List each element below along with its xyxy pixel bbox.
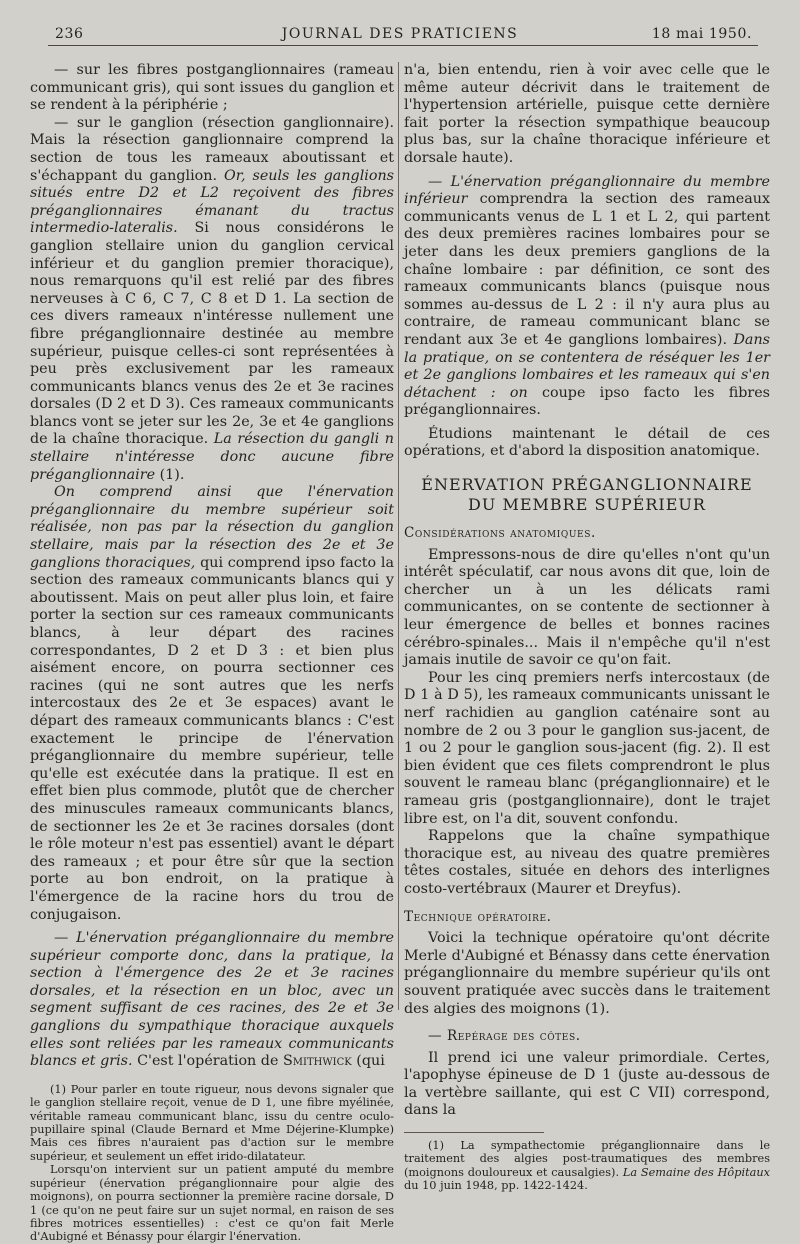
subsection-heading: Technique opératoire. (404, 908, 552, 925)
column-divider (398, 62, 399, 1010)
paragraph: n'a, bien entendu, rien à voir avec celle que le même auteur décrivit dans le traitement de l'hypertension artérielle, puisque cette dernière fait porter la résection sympathique beaucoup plus bas, sur la chaîne thoracique inférieure et dorsale haute). (404, 62, 770, 166)
header-rule (48, 45, 758, 46)
paragraph: Rappelons que la chaîne sympathique thoracique est, au niveau des quatre premières têtes costales, située en dehors des interlignes costo-vertébraux (Maurer et Dreyfus). (404, 828, 770, 897)
paragraph: — sur les fibres postganglionnaires (rameau communicant gris), qui sont issues du ganglion et se rendent à la périphérie ; (30, 62, 394, 114)
footnote-rule (404, 1132, 544, 1133)
paragraph: On comprend ainsi que l'énervation préganglionnaire du membre supérieur soit réalisée, non pas par la résection du ganglion stellaire, mais par la résection des 2e et 3e ganglions thoraciques, qui comprend ipso facto la section des rameaux communicants blancs qui y aboutissent. Mais on peut aller plus loin, et faire porter la section sur ces rameaux communicants blancs, à leur départ des racines correspondantes, D 2 et D 3 : et bien plus aisément encore, on pourra sectionner ces racines (qui ne sont autres que les nerfs intercostaux des 2e et 3e espaces) avant le départ des rameaux communicants blancs : C'est exactement le principe de l'énervation préganglionnaire du membre supérieur, telle qu'elle est exécutée dans la pratique. Il est en effet bien plus commode, plutôt que de chercher des minuscules rameaux communicants blancs, de sectionner les 2e et 3e racines dorsales (dont le rôle moteur n'est pas essentiel) avant le départ des rameaux ; et pour être sûr que la section porte au bon endroit, on la pratique à l'émergence de la racine hors du trou de conjugaison. (30, 484, 395, 923)
footnote: (1) La sympathectomie préganglionnaire dans le traitement des algies post-traumatiques des membres (moignons douloureux et causalgies). La Semaine des Hôpitaux du 10 juin 1948, pp. 1422-1424. (404, 1139, 770, 1193)
paragraph: Empressons-nous de dire qu'elles n'ont qu'un intérêt spéculatif, car nous avons dit que, loin de chercher un à un les délicats rami communicantes, on se contente de sectionner à leur émergence de belles et bonnes racines cérébro-spinales... Mais il n'empêche qu'il n'est jamais inutile de savoir ce qu'on fait. (404, 546, 770, 669)
paragraph: Voici la technique opératoire qu'ont décrite Merle d'Aubigné et Bénassy dans cette énervation préganglionnaire du membre supérieur qu'ils ont souvent pratiquée avec succès dans le traitement des algies des moignons (1). (404, 930, 770, 1017)
footnote: (1) Pour parler en toute rigueur, nous devons signaler que le ganglion stellaire reçoit, venue de D 1, une fibre myélinée, véritable rameau communicant blanc, issu du centre oculo-pupillaire spinal (Claude Bernard et Mme Déjerine-Klumpke) Mais ces fibres n'auraient pas d'action sur le membre supérieur, et seulement un effet irido-dilatateur. Lorsqu'on intervient sur un patient amputé du membre supérieur (énervation préganglionnaire pour algie des moignons), on pourra sectionner la première racine dorsale, D 1 (ce qu'on ne peut faire sur un sujet normal, en raison de ses fibres motrices essentielles) : c'est ce qu'on fait Merle d'Aubigné et Bénassy pour élargir l'énervation. (30, 1082, 394, 1244)
paragraph: — L'énervation préganglionnaire du membre inférieur comprendra la section des rameaux communicants venus de L 1 et L 2, qui partent des deux premières racines lombaires pour se jeter dans les deux premiers ganglions de la chaîne lombaire : par définition, ce sont des rameaux communicants blancs (puisque nous sommes au-dessus de L 2 : il n'y aura plus au contraire, de rameau communicant blanc se rendant aux 3e et 4e ganglions lombaires). Dans la pratique, on se contentera de réséquer les 1er et 2e ganglions lombaires et les rameaux qui s'en détachent : on coupe ipso facto les fibres préganglionnaires. (404, 173, 771, 419)
section-title: ÉNERVATION PRÉGANGLIONNAIRE DU MEMBRE SUPÉRIEUR (421, 475, 753, 515)
left-column (30, 62, 394, 1244)
paragraph: Pour les cinq premiers nerfs intercostaux (de D 1 à D 5), les rameaux communicants unissant le nerf rachidien au ganglion caténaire sont au nombre de 2 ou 3 pour le ganglion sus-jacent, de 1 ou 2 pour le ganglion sous-jacent (fig. 2). Il est bien évident que ces filets comprendront le plus souvent le rameau blanc (préganglionnaire) et le rameau gris (postganglionnaire), dont le trajet libre est, on l'a dit, souvent confondu. (404, 669, 770, 827)
page-number: 236 (55, 26, 84, 42)
issue-date: 18 mai 1950. (651, 26, 752, 42)
paragraph: — sur le ganglion (résection ganglionnaire). Mais la résection ganglionnaire comprend la section de tous les rameaux aboutissant et s'échappant du ganglion. Or, seuls les ganglions situés entre D2 et L2 reçoivent des fibres préganglionnaires émanant du tractus intermedio-lateralis. Si nous considérons le ganglion stellaire union du ganglion cervical inférieur et du ganglion premier thoracique), nous remarquons qu'il est relié par des fibres nerveuses à C 6, C 7, C 8 et D 1. La section de ces divers rameaux n'intéresse nullement une fibre préganglionnaire destinée au membre supérieur, puisque celles-ci sont représentées à peu près exclusivement par les rameaux communicants blancs venus des 2e et 3e racines dorsales (D 2 et D 3). Ces rameaux communicants blancs vont se jeter sur les 2e, 3e et 4e ganglions de la chaîne thoracique. La résection du gangli n stellaire n'intéresse donc aucune fibre préganglionnaire (1). (30, 114, 395, 483)
paragraph: Il prend ici une valeur primordiale. Certes, l'apophyse épineuse de D 1 (juste au-dessous de la vertèbre saillante, qui est C VII) correspond, dans la (404, 1049, 770, 1119)
paragraph: — L'énervation préganglionnaire du membre supérieur comporte donc, dans la pratique, la section à l'émergence des 2e et 3e racines dorsales, et la résection en un bloc, avec un segment suffisant de ces racines, des 2e et 3e ganglions du sympathique thoracique auxquels elles sont reliées par les rameaux communicants blancs et gris. C'est l'opération de Smithwick (qui (30, 930, 394, 1070)
journal-title: JOURNAL DES PRATICIENS (281, 26, 519, 42)
subsection-heading: — Repérage des côtes. (428, 1028, 581, 1045)
paragraph: Étudions maintenant le détail de ces opérations, et d'abord la disposition anatomique. (404, 425, 770, 460)
subsection-heading: Considérations anatomiques. (404, 525, 596, 542)
right-column (404, 62, 770, 1193)
